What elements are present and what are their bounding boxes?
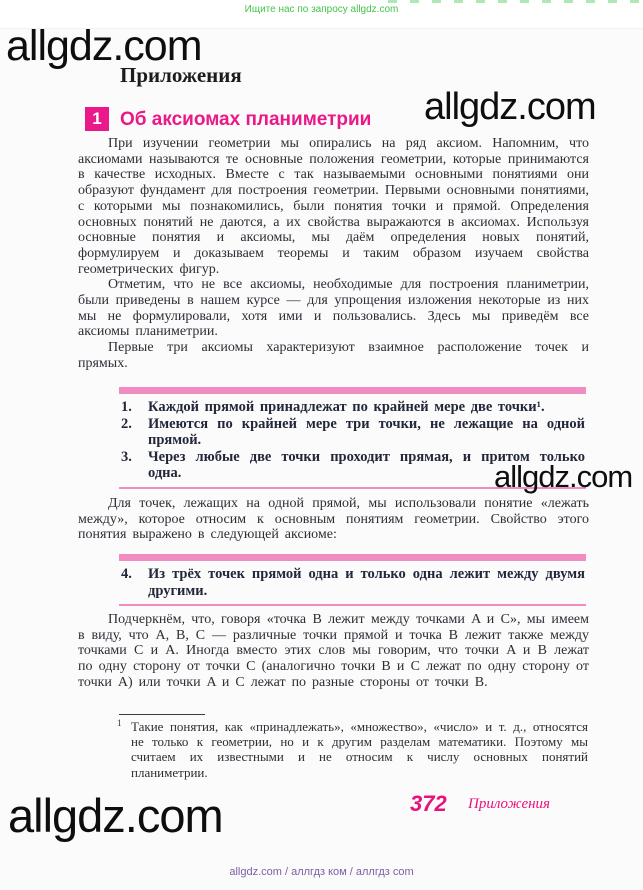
footnote-divider: [119, 714, 205, 715]
page-number: 372: [410, 791, 447, 816]
watermark-top-left: allgdz.com: [6, 22, 202, 70]
paragraph: Первые три аксиомы характеризуют взаимное расположение точек и прямых.: [78, 340, 589, 371]
between-paragraph: [78, 496, 589, 554]
axiom-text: Каждой прямой принадлежат по крайней мере две точки¹.: [148, 399, 545, 415]
paragraph: Отметим, что не все аксиомы, необходимые для построения планиметрии, были приведены в нашем курсе — для упрощения изложения некоторые из них мы не формулировали, хотя ими и пользовались. Здесь мы приведём все аксиомы планиметрии.: [78, 277, 589, 340]
axiom-number: 1.: [121, 399, 132, 415]
pink-rule-top: [119, 554, 586, 561]
axiom-number: 4.: [121, 566, 132, 582]
closing-paragraph: [78, 612, 589, 712]
axiom-number: 2.: [121, 415, 132, 432]
footnote: [117, 718, 588, 780]
chapter-heading: Приложения: [120, 63, 242, 87]
axiom-box-4: [119, 554, 586, 606]
paragraph: Для точек, лежащих на одной прямой, мы использовали понятие «лежать между», которое относим к основным понятиям геометрии. Свойство этого понятия выражено в следующей аксиоме:: [78, 496, 589, 543]
axiom-text: Имеются по крайней мере три точки, не лежащие на одной прямой.: [148, 415, 585, 448]
watermark-bottom-left: allgdz.com: [8, 789, 223, 842]
paragraph: Подчеркнём, что, говоря «точка B лежит между точками A и C», мы имеем в виду, что A, B, C — различные точки прямой и точка B лежит также между точками C и A. Иногда вместо этих слов мы говорим, что точки A и B лежат по одну сторону от точки C (аналогично точки B и C лежат по одну сторону от точки A) или точки A и C лежат по разные стороны от точки B.: [78, 612, 589, 690]
axiom-list: [119, 561, 586, 606]
footnote-marker: 1: [117, 718, 122, 728]
axiom-text: Через любые две точки проходит прямая, и притом только одна.: [148, 448, 585, 481]
axiom-item: [119, 416, 586, 449]
search-promo-text: Ищите нас по запросу allgdz.com: [244, 4, 399, 15]
footer-section-label: Приложения: [468, 796, 551, 812]
footnote-text: Такие понятия, как «принадлежать», «множество», «число» и т. д., относятся не только к геометрии, но и к другим разделам математики. Поэтому мы считаем их известными и не относим к числу основных понятий планиметрии.: [131, 719, 588, 780]
axiom-number: 3.: [121, 448, 132, 465]
paragraph: При изучении геометрии мы опирались на ряд аксиом. Напомним, что аксиомами называются те основные положения геометрии, которые принимаются в качестве исходных. Вместе с так называемыми основными понятиями они образуют фундамент для построения геометрии. Первыми основными понятиями, с которыми мы познакомились, были понятия точки и прямой. Определения основных понятий не даются, а их свойства выражаются в аксиомах. Используя основные понятия и аксиомы, мы даём определения новых понятий, формулируем и доказываем теоремы и таким образом изучаем свойства геометрических фигур.: [78, 136, 589, 277]
site-footer-text: allgdz.com / аллгдз ком / аллгдз com: [229, 866, 414, 878]
watermark-title-right: allgdz.com: [424, 86, 596, 128]
green-dashed-line: [388, 0, 643, 3]
intro-paragraphs: [78, 136, 589, 387]
axiom-item: [119, 566, 586, 599]
axiom-text: Из трёх точек прямой одна и только одна лежит между двумя другими.: [148, 566, 585, 599]
section-title: Об аксиомах планиметрии: [120, 109, 372, 130]
section-number-badge: 1: [85, 107, 109, 131]
axiom-item: [119, 399, 586, 416]
pink-rule-top: [119, 387, 586, 394]
watermark-middle-right: allgdz.com: [494, 459, 633, 494]
